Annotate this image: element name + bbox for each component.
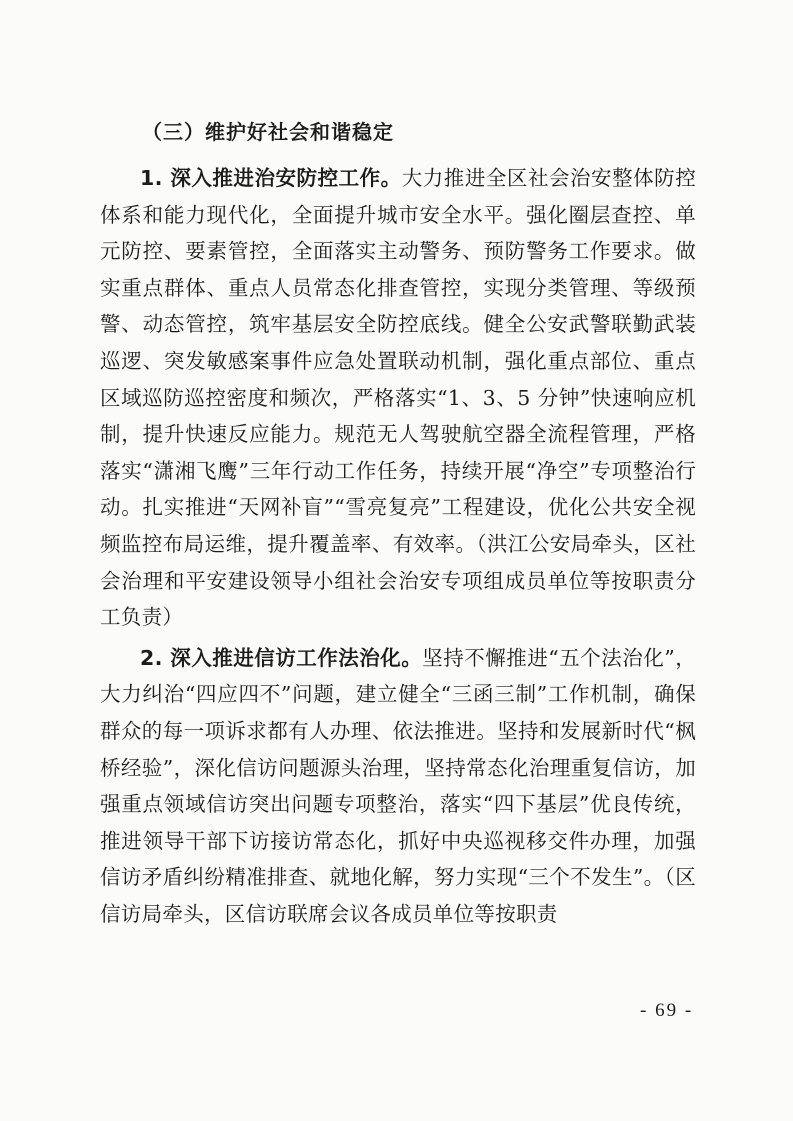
paragraph-item-1 <box>100 160 696 636</box>
section-heading: （三）维护好社会和谐稳定 <box>142 120 394 144</box>
page-content <box>100 104 696 932</box>
paragraph-item-2 <box>100 640 696 933</box>
item-2-body: 坚持不懈推进“五个法治化”，大力纠治“四应四不”问题，建立健全“三函三制”工作机制，确保群众的每一项诉求都有人办理、依法推进。坚持和发展新时代“枫桥经验”，深化信访问题源头治理，坚持常态化治理重复信访，加强重点领域信访突出问题专项整治，落实“四下基层”优良传统，推进领导干部下访接访常态化，抓好中央巡视移交件办理，加强信访矛盾纠纷精准排查、就地化解，努力实现“三个不发生”。（区信访局牵头，区信访联席会议各成员单位等按职责 <box>100 645 696 926</box>
item-1-lead: 1. 深入推进治安防控工作。 <box>140 166 402 190</box>
page-number: - 69 - <box>640 1000 694 1021</box>
item-2-lead: 2. 深入推进信访工作法治化。 <box>140 645 423 670</box>
item-1-body: 大力推进全区社会治安整体防控体系和能力现代化，全面提升城市安全水平。强化圈层查控、单元防控、要素管控，全面落实主动警务、预防警务工作要求。做实重点群体、重点人员常态化排查管控，实现分类管理、等级预警、动态管控，筑牢基层安全防控底线。健全公安武警联勤武装巡逻、突发敏感案事件应急处置联动机制，强化重点部位、重点区域巡防巡控密度和频次，严格落实“1、3、5 分钟”快速响应机制，提升快速反应能力。规范无人驾驶航空器全流程管理，严格落实“潇湘飞鹰”三年行动工作任务，持续开展“净空”专项整治行动。扎实推进“天网补盲”“雪亮复亮”工程建设，优化公共安全视频监控布局运维，提升覆盖率、有效率。（洪江公安局牵头，区社会治理和平安建设领导小组社会治安专项组成员单位等按职责分工负责） <box>100 166 697 630</box>
